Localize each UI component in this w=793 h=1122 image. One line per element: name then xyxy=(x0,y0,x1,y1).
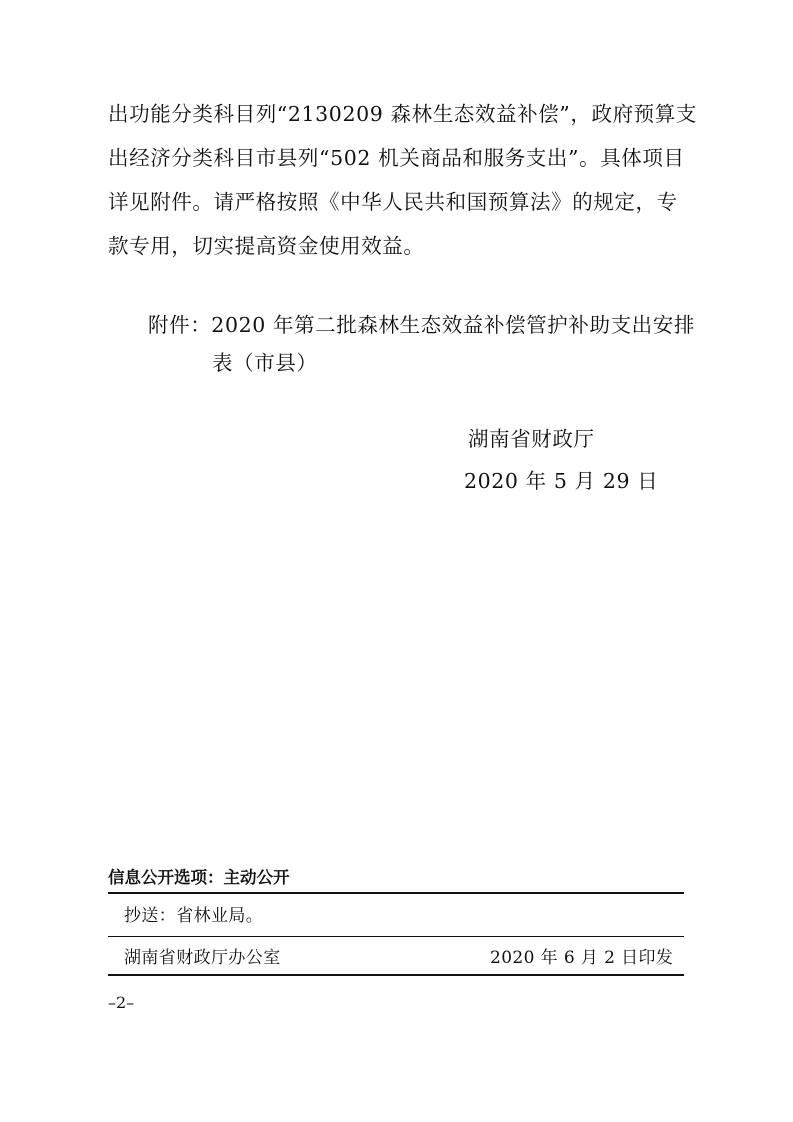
footer-top-rule xyxy=(108,892,684,894)
attachment-line-1: 附件：2020 年第二批森林生态效益补偿管护补助支出安排 xyxy=(148,313,695,337)
body-text-line-4: 款专用，切实提高资金使用效益。 xyxy=(108,234,425,258)
page-number: –2– xyxy=(108,993,135,1012)
signature-org: 湖南省财政厅 xyxy=(468,427,595,451)
body-text-line-1: 出功能分类科目列“2130209 森林生态效益补偿”，政府预算支 xyxy=(108,102,697,126)
issue-date: 2020 年 6 月 2 日印发 xyxy=(490,948,674,968)
cc-line: 抄送：省林业局。 xyxy=(124,906,264,926)
body-text-line-3: 详见附件。请严格按照《中华人民共和国预算法》的规定，专 xyxy=(108,190,678,214)
footer-bottom-rule xyxy=(108,974,684,976)
issuer-name: 湖南省财政厅办公室 xyxy=(124,948,281,968)
disclosure-option: 信息公开选项：主动公开 xyxy=(108,868,290,887)
footer-middle-rule xyxy=(108,936,684,937)
body-text-line-2: 出经济分类科目市县列“502 机关商品和服务支出”。具体项目 xyxy=(108,146,685,170)
signature-date: 2020 年 5 月 29 日 xyxy=(464,469,659,493)
attachment-line-2: 表（市县） xyxy=(212,351,318,375)
